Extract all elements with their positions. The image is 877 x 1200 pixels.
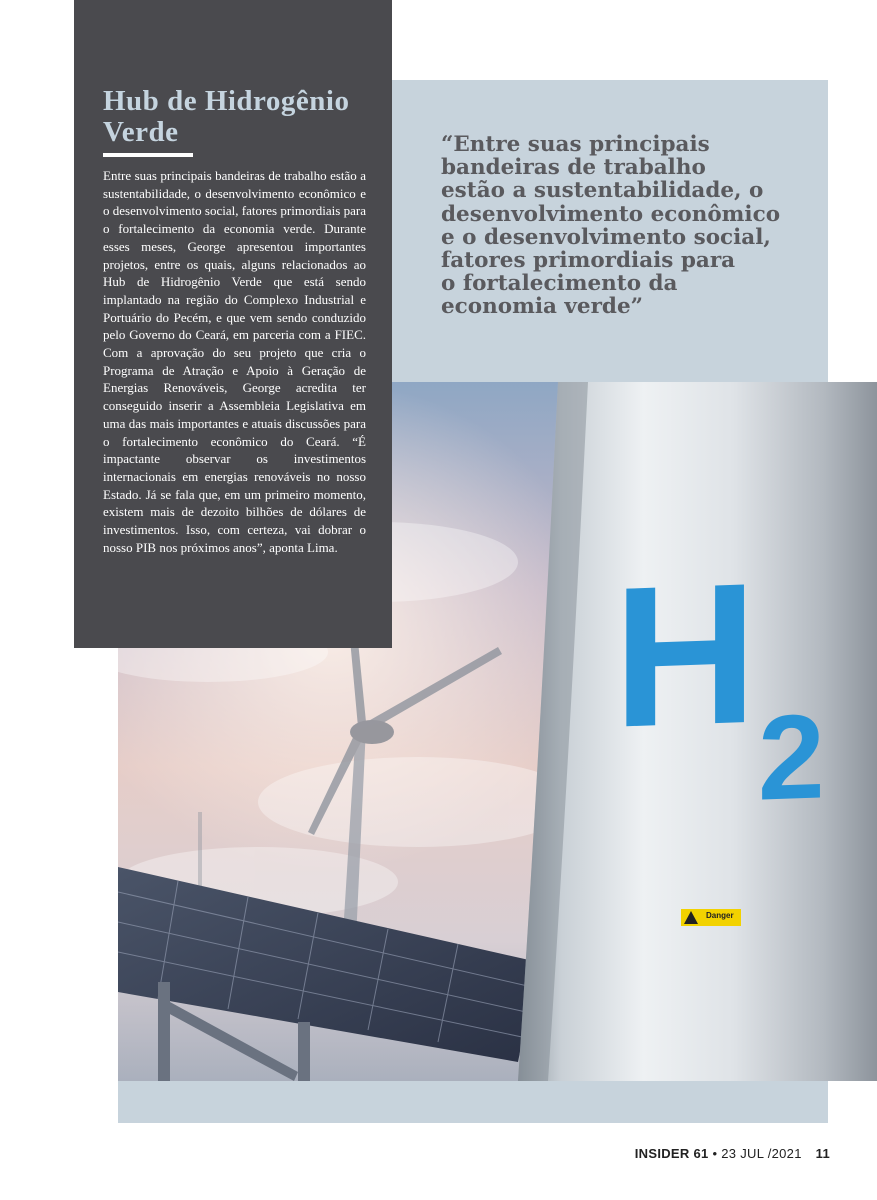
h2-subscript-2: 2 <box>758 689 825 826</box>
svg-text:Danger: Danger <box>706 911 734 920</box>
issue-date: 23 JUL /2021 <box>721 1146 802 1161</box>
footer-separator: • <box>712 1146 718 1161</box>
sidebar-heading: Hub de Hidrogênio Verde <box>103 85 350 148</box>
pull-quote: “Entre suas principais bandeiras de trabalho estão a sustentabilidade, o desenvolvimento econômico e o desenvolvimento social, fatores primordiais para o fortalecimento da economia verde” <box>441 132 781 320</box>
heading-underline <box>103 153 193 157</box>
magazine-name: INSIDER 61 <box>634 1146 709 1161</box>
sidebar-body: Entre suas principais bandeiras de trabalho estão a sustentabilidade, o desenvolvimento econômico e o desenvolvimento social, fatores primordiais para o fortalecimento da economia verde. Durante esses meses, George apresentou importantes projetos, entre os quais, alguns relacionados ao Hub de Hidrogênio Verde que está sendo implantado na região do Complexo Industrial e Portuário do Pecém, e que vem sendo conduzido pelo Governo do Ceará, em parceria com a FIEC. Com a aprovação do seu projeto que cria o Programa de Atração e Apoio à Geração de Energias Renováveis, George acredita ter conseguido inserir a Assembleia Legislativa em uma das mais importantes e atuais discussões para o fortalecimento econômico do Ceará. “É impactante observar os investimentos internacionais em energias renováveis no nosso Estado. Já se fala que, em um primeiro momento, existem mais de dezoito bilhões de dólares de investimentos. Isso, com certeza, vai dobrar o nosso PIB nos próximos anos”, aponta Lima. <box>103 168 366 555</box>
h2-letter-h: H <box>613 541 758 770</box>
sidebar-box <box>74 0 392 648</box>
page-number: 11 <box>815 1146 830 1161</box>
page-footer <box>635 1146 830 1161</box>
warning-sticker <box>681 909 741 926</box>
